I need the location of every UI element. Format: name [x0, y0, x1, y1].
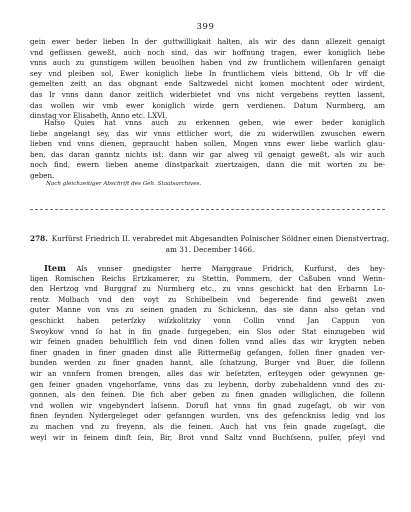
paragraph-line: bunden werden zu finer gnaden hannt, alle ſchatzung, Burger vnd Buer, die follenn: [30, 358, 385, 368]
paragraph-line: ligen Romischen Reichs Ertzkamerer, zu Stettin, Pommern, der Caßuben vnnd Wenn-: [30, 273, 385, 283]
paragraph-line: das wollen wir vmb ewer koniglich wirde gern verdienen. Datum Nurmberg, am: [30, 100, 385, 110]
paragraph-line: das Ir vnns dann danor zeitlich widerbietet vnd vns nicht vergebens reytten lassent,: [30, 89, 385, 99]
paragraph-line: gonnen, als den feinen. Die fich aber geben zu finen gnaden williglichen, die follenn: [30, 390, 385, 400]
paragraph-line: geben.: [30, 170, 55, 180]
paragraph-line: zu machen vnd zu freyenn, als die feinen. Auch hat vns fein gnade zugeſagt, die: [30, 421, 385, 431]
paragraph-line: [30, 263, 385, 274]
document-heading-text: Kurfürst Friedrich II. verabredet mit Abgesandten Polnischer Söldner einen Dienstvertrag,: [51, 234, 390, 243]
paragraph-line: sey vnd pleiben sol, Ewer koniglich liebe In fruntlichem vleis bittend, Ob Ir vff die: [30, 68, 385, 78]
document-heading: [30, 233, 390, 255]
document-heading-line: [30, 233, 390, 244]
paragraph-line: guter Manne von vns zu seinen gnaden zu Schickenn, das sie dann also getan vnd: [30, 305, 385, 315]
letter-paragraph-2: [30, 118, 385, 182]
paragraph-line: Hafso Quies hat vnns auch zu erkennen geben, wie ewer beder koniglich: [44, 118, 385, 127]
paragraph-line: dinstag vor Elisabeth, Anno etc. LXVI.: [30, 111, 168, 121]
initial-word: Item: [44, 263, 66, 273]
contract-paragraph: [30, 263, 385, 443]
paragraph-line: weyl wir in feinem dinſt ſein, Bir, Brot vnnd Saltz vnnd Buchſsenn, pulſer, pfeyl vnd: [30, 432, 385, 442]
paragraph-first-line-text: Als vnnser gnedigster herre Marggraue Fridrich, Kurfurst, des hey-: [65, 264, 385, 273]
paragraph-line: liebe angelangt sey, das wir vnns ettlicher wort, die zu widerwillen zwuschen ewern: [30, 128, 385, 138]
paragraph-line: vnd geflissen geweßt, auch noch sind, das wir hoffnung tragen, ewer koniglich liebe: [30, 47, 385, 57]
document-date: am 31. December 1466.: [165, 245, 255, 254]
paragraph-line: gein ewer beder lieben In der guttwilligkait halten, als wir des dann allezeit genaigt: [30, 37, 385, 46]
document-number: 278.: [30, 234, 48, 243]
paragraph-line: finen feynden Nydergeleget oder gefanngen wurden, vns des gefenckniss ledig vnd los: [30, 411, 385, 421]
paragraph-line: lieben vnd vnns dienen, gepraucht haben sollen, Mogen vnns ewer liebe warlich glau-: [30, 139, 385, 149]
paragraph-line: wir an vnnfern fromen brengen, alles das wir beſetzten, erſteygen oder gewynnen ge-: [30, 368, 385, 378]
paragraph-line: noch find, ewern lieben aneme dinstparkait zuertzaigen, dann die mit worten zu be-: [30, 160, 385, 170]
paragraph-line: gen feiner gnaden vngehorfame, vnns das zu leybenn, dorby zubehaldenn vnnd des zu-: [30, 379, 385, 389]
paragraph-line: rentz Molbach vnd den voyt zu Schibelbein vnd begerende find geweßt zwen: [30, 294, 385, 304]
paragraph-line: Swoykow vnnd ſo hat in fin gnade furgegeben, ein Slos oder Stat einzugeben wid: [30, 326, 385, 336]
section-divider: [30, 209, 385, 210]
paragraph-line: vnns auch zu gunstigem willen beuolhen haben vnd zw fruntlichem willenfaren genaigt: [30, 58, 385, 68]
source-note: Nach gleichzeitiger Abschrift des Geh. Staatsarchives.: [46, 181, 202, 187]
paragraph-line: vnd wollen wir vngebyndert laſsenn. Dorufl hat vnns fin gnad zugeſagt, ob wir von: [30, 400, 385, 410]
paragraph-line: finer gnaden in finer gnaden dinst alle Rittermeßig gefangen, follen finer gnaden ver-: [30, 347, 385, 357]
paragraph-line: gemelten zeitt an das obgnant ende Saltzwedel nicht komen mochtent oder wirdent,: [30, 79, 385, 89]
paragraph-line: wir feinen gnaden behulfflich fein vnd dinen follen vnnd alles das wir krygten neben: [30, 337, 385, 347]
paragraph-line: geschickt haben peterſzky wiſzkolitzky vonn Collin vnnd Jan Cappun von: [30, 315, 385, 325]
page-number: 399: [196, 22, 215, 32]
paragraph-line: ben, das daran ganntz nichts ist: dann wir gar alweg vil genaigt geweßt, als wir auch: [30, 149, 385, 159]
letter-paragraph-1: [30, 37, 385, 122]
paragraph-line: den Hertzog vnd Burggraf zu Nurmberg etc., zu vnns geschickt hat den Erbarnn Lo-: [30, 284, 385, 294]
